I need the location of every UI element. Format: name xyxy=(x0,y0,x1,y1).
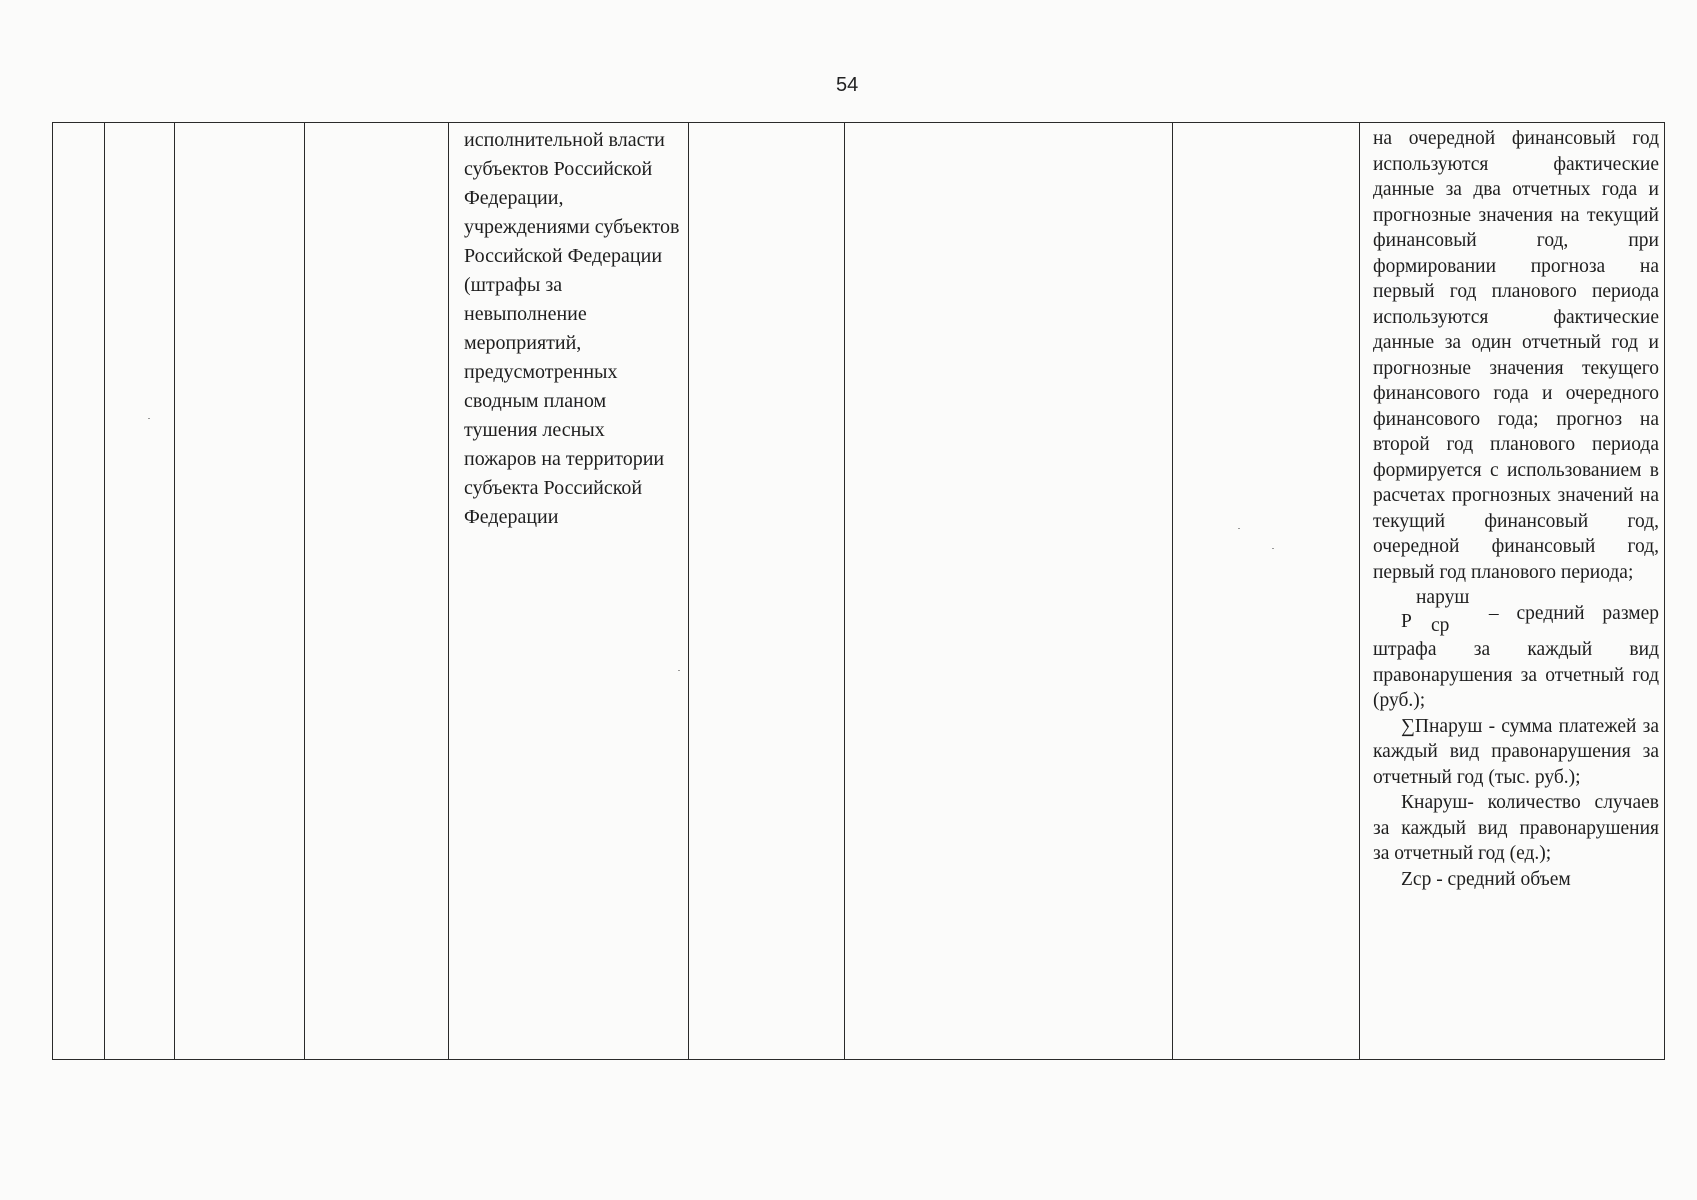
symbol-base: P xyxy=(1401,611,1412,632)
scan-speck xyxy=(1272,548,1274,549)
column-border xyxy=(1359,122,1360,1060)
scan-speck xyxy=(148,418,150,419)
column-border xyxy=(304,122,305,1060)
cell-authority-text: исполнительной власти субъектов Российской Федерации, учреждениями субъектов Российской Федерации (штрафы за невыполнение мероприятий, предусмотренных сводным планом тушения лесных пожаров на территории субъекта Российской Федерации xyxy=(464,129,680,528)
methodology-paragraph-payments-sum: ∑Пнаруш - сумма платежей за каждый вид правонарушения за отчетный год (тыс. руб.); xyxy=(1373,715,1659,788)
scan-speck xyxy=(1238,528,1240,529)
column-border xyxy=(174,122,175,1060)
cell-methodology-text xyxy=(1373,126,1659,892)
scan-speck xyxy=(678,670,680,671)
average-fine-description: – средний размер штрафа за каждый вид правонарушения за отчетный год (руб.); xyxy=(1373,603,1660,711)
methodology-paragraph-forecast: на очередной финансовый год используются фактические данные за два отчетных года и прогнозные значения на текущий финансовый год, при формировании прогноза на первый год планового периода используются фактические данные за один отчетный год и прогнозные значения текущего финансового года и очередного финансового года; прогноз на второй год планового периода формируется с использованием в расчетах прогнозных значений на текущий финансовый год, очередной финансовый год, первый год планового периода; xyxy=(1373,128,1659,583)
table-bottom-border xyxy=(52,1059,1664,1060)
formula-symbol-average-fine xyxy=(1373,585,1471,637)
symbol-subscript: ср xyxy=(1431,615,1450,636)
methodology-paragraph-average-fine xyxy=(1373,585,1659,714)
column-border xyxy=(1664,122,1665,1060)
methodology-paragraph-violation-count: Кнаруш- количество случаев за каждый вид правонарушения за отчетный год (ед.); xyxy=(1373,792,1659,864)
table xyxy=(52,122,1668,1062)
table-top-border xyxy=(52,122,1664,123)
page-number: 54 xyxy=(836,74,859,96)
methodology-paragraph-average-volume: Zср - средний объем xyxy=(1401,868,1571,890)
column-border xyxy=(104,122,105,1060)
column-border xyxy=(688,122,689,1060)
column-border xyxy=(844,122,845,1060)
symbol-superscript: наруш xyxy=(1416,587,1470,608)
column-border xyxy=(52,122,53,1060)
column-border xyxy=(1172,122,1173,1060)
column-border xyxy=(448,122,449,1060)
